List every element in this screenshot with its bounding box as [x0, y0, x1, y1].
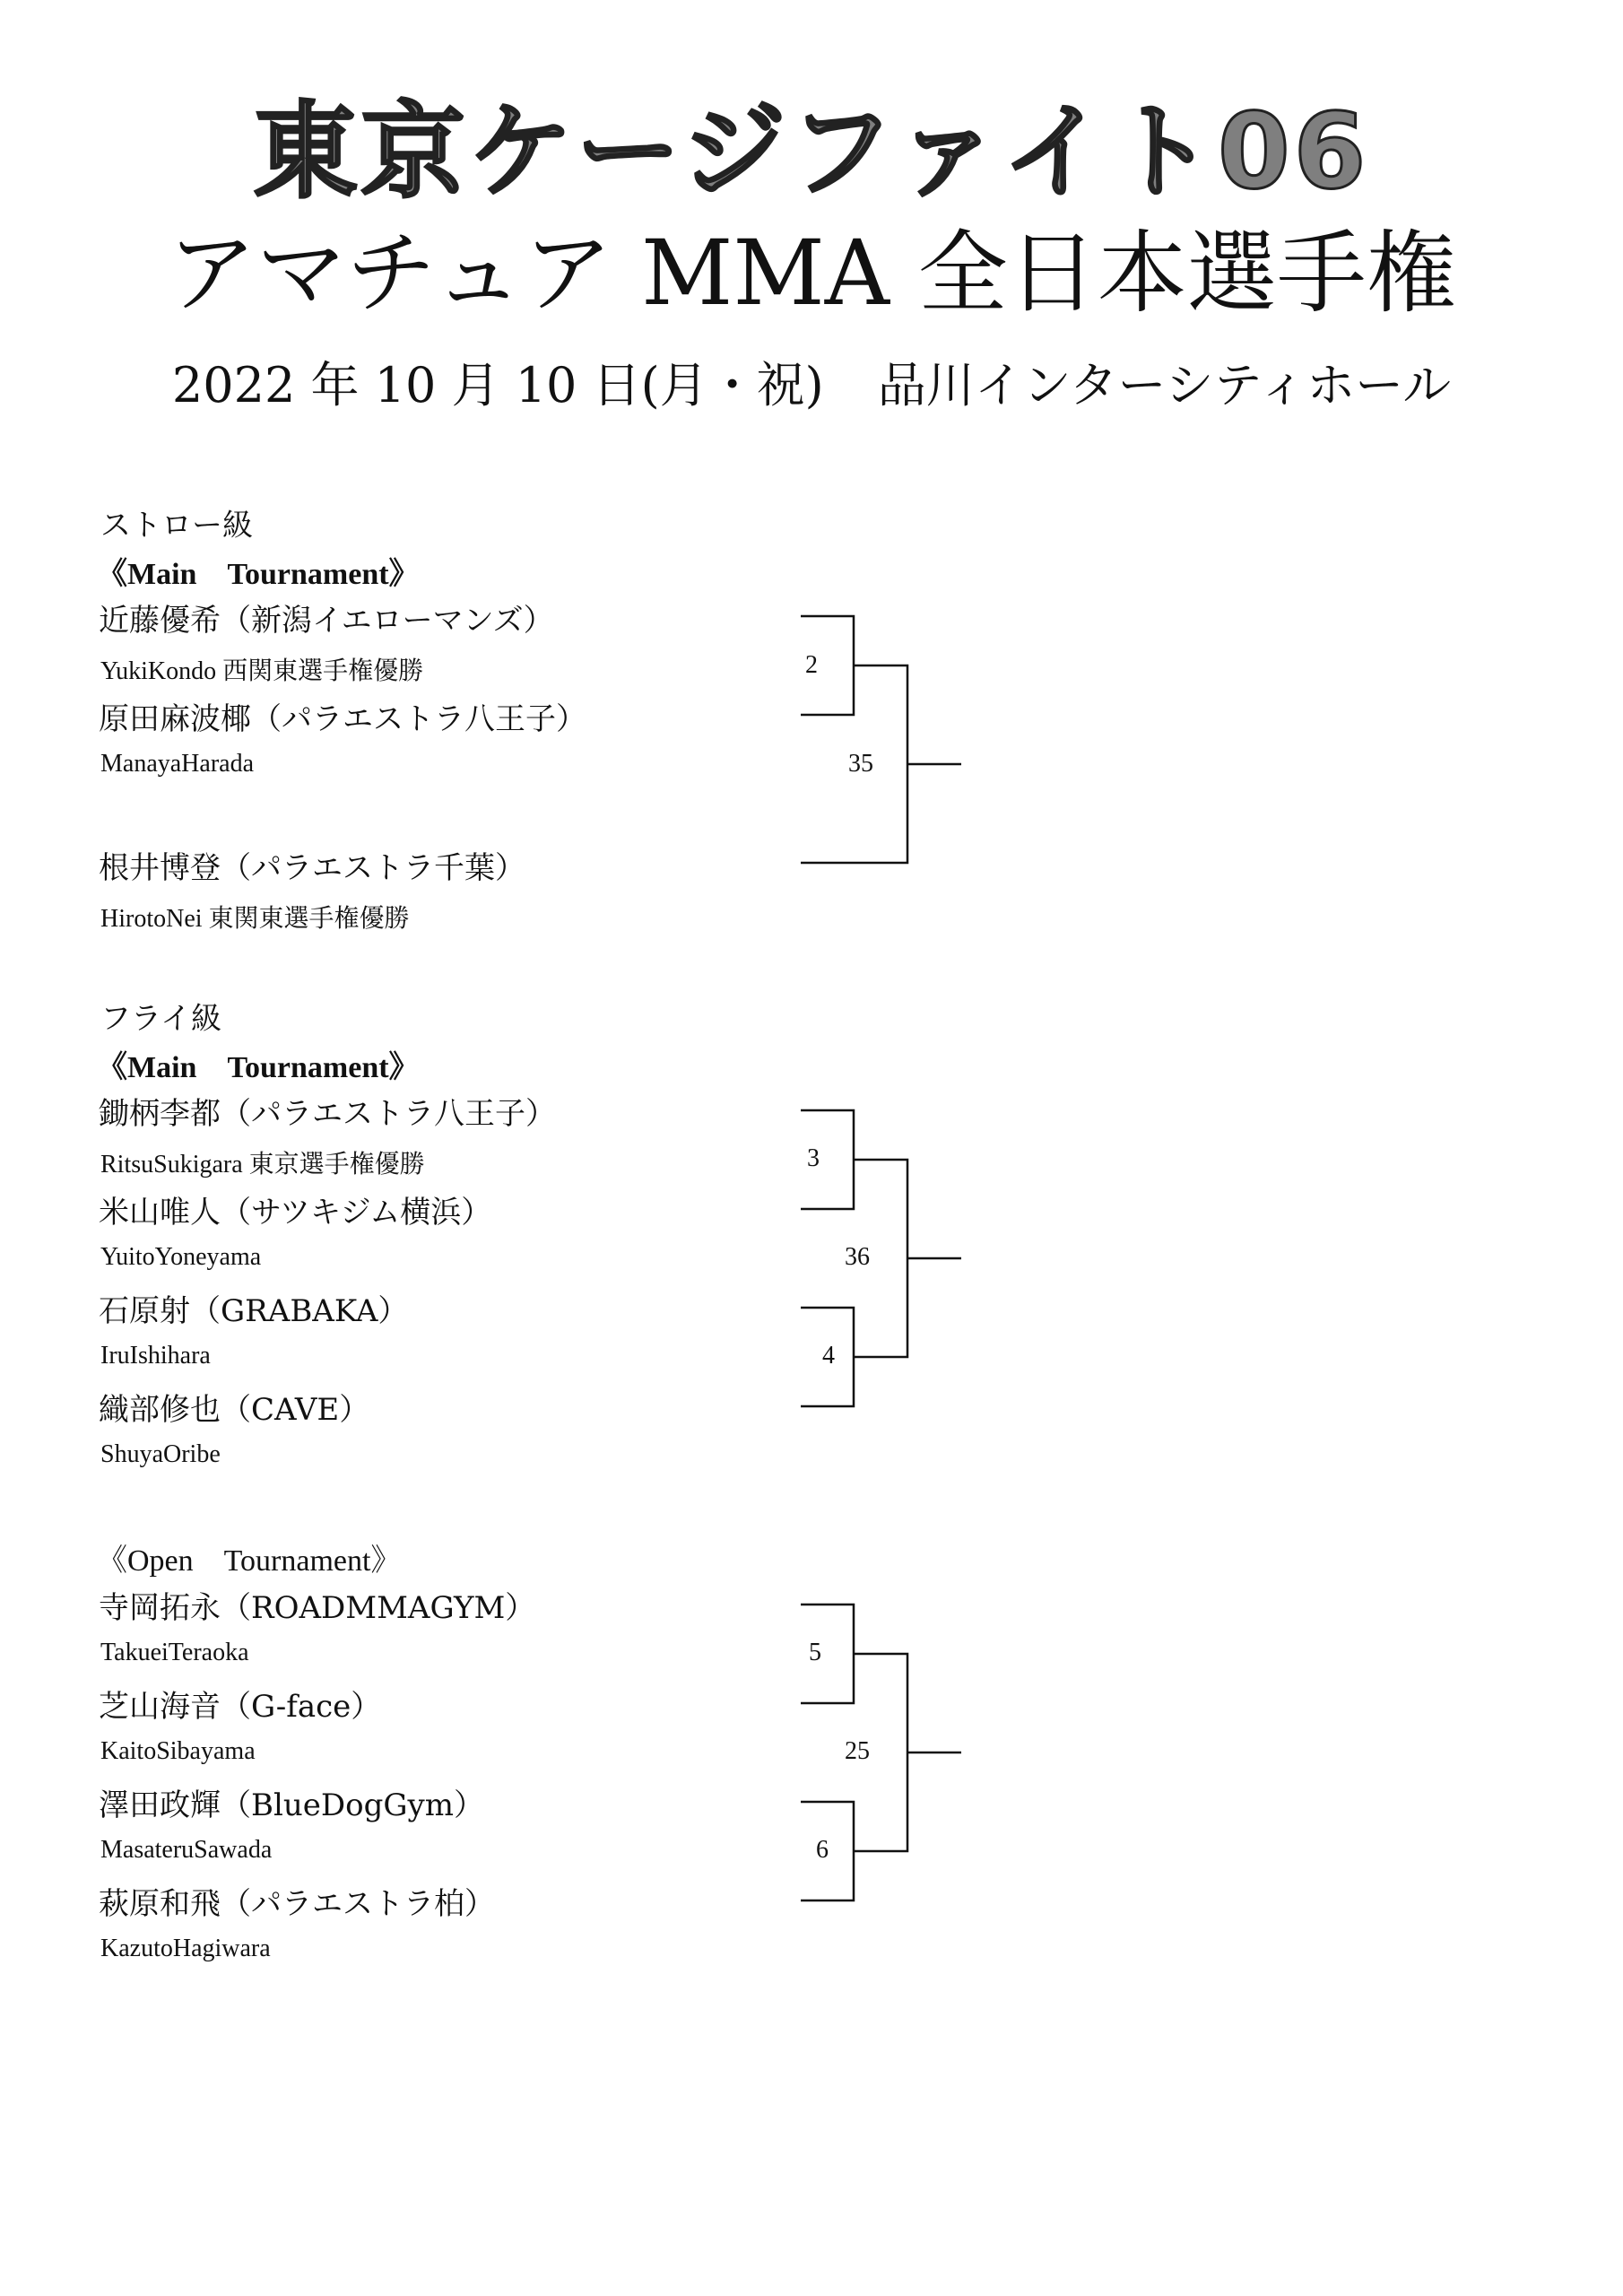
fighter-name: 石原射（GRABAKA） — [99, 1293, 409, 1329]
fighter-romaji: ShuyaOribe — [100, 1440, 221, 1468]
bout-number: 35 — [848, 750, 873, 778]
fighter-name: 織部修也（CAVE） — [99, 1392, 370, 1428]
fighter-romaji: KazutoHagiwara — [100, 1935, 271, 1962]
event-title: 東京ケージファイト06 — [253, 91, 1370, 213]
fighter-romaji: YukiKondo 西関東選手権優勝 — [100, 657, 424, 685]
fighter-romaji: HirotoNei 東関東選手権優勝 — [100, 905, 410, 933]
fighter-name: 芝山海音（G-face） — [99, 1689, 382, 1725]
event-subtitle: アマチュア MMA 全日本選手権 — [167, 221, 1456, 326]
bout-number: 6 — [816, 1836, 829, 1864]
fighter-romaji: KaitoSibayama — [100, 1737, 256, 1765]
fighter-name: 米山唯人（サツキジム横浜） — [99, 1195, 492, 1231]
fighter-name: 寺岡拓永（ROADMMAGYM） — [99, 1590, 536, 1626]
fighter-name: 萩原和飛（パラエストラ柏） — [99, 1886, 495, 1922]
fighter-name: 鋤柄李都（パラエストラ八王子） — [99, 1096, 556, 1132]
tournament-label: 《Main Tournament》 — [97, 558, 420, 591]
bout-number: 25 — [845, 1737, 870, 1765]
weight-class-label: ストロー級 — [100, 508, 253, 544]
bout-number: 5 — [809, 1639, 821, 1666]
tournament-label: 《Main Tournament》 — [97, 1051, 420, 1084]
bout-number: 2 — [805, 651, 818, 679]
fighter-romaji: IruIshihara — [100, 1342, 211, 1370]
fighter-name: 原田麻波椰（パラエストラ八王子） — [99, 701, 586, 737]
event-venue: 品川インターシティホール — [877, 357, 1452, 413]
event-date: 2022 年 10 月 10 日(月・祝) — [171, 357, 824, 413]
bout-number: 3 — [807, 1144, 820, 1172]
fighter-romaji: TakueiTeraoka — [100, 1639, 249, 1666]
bout-number: 36 — [845, 1243, 870, 1271]
fighter-romaji: MasateruSawada — [100, 1836, 273, 1864]
fighter-romaji: RitsuSukigara 東京選手権優勝 — [100, 1151, 425, 1178]
fighter-name: 澤田政輝（BlueDogGym） — [99, 1787, 484, 1823]
fighter-name: 根井博登（パラエストラ千葉） — [99, 850, 525, 886]
fighter-romaji: YuitoYoneyama — [100, 1243, 262, 1271]
fighter-romaji: ManayaHarada — [100, 750, 255, 778]
fighter-name: 近藤優希（新潟イエローマンズ） — [99, 603, 554, 639]
bout-number: 4 — [822, 1342, 835, 1370]
weight-class-label: フライ級 — [100, 1001, 221, 1037]
tournament-label: 《Open Tournament》 — [97, 1544, 402, 1578]
